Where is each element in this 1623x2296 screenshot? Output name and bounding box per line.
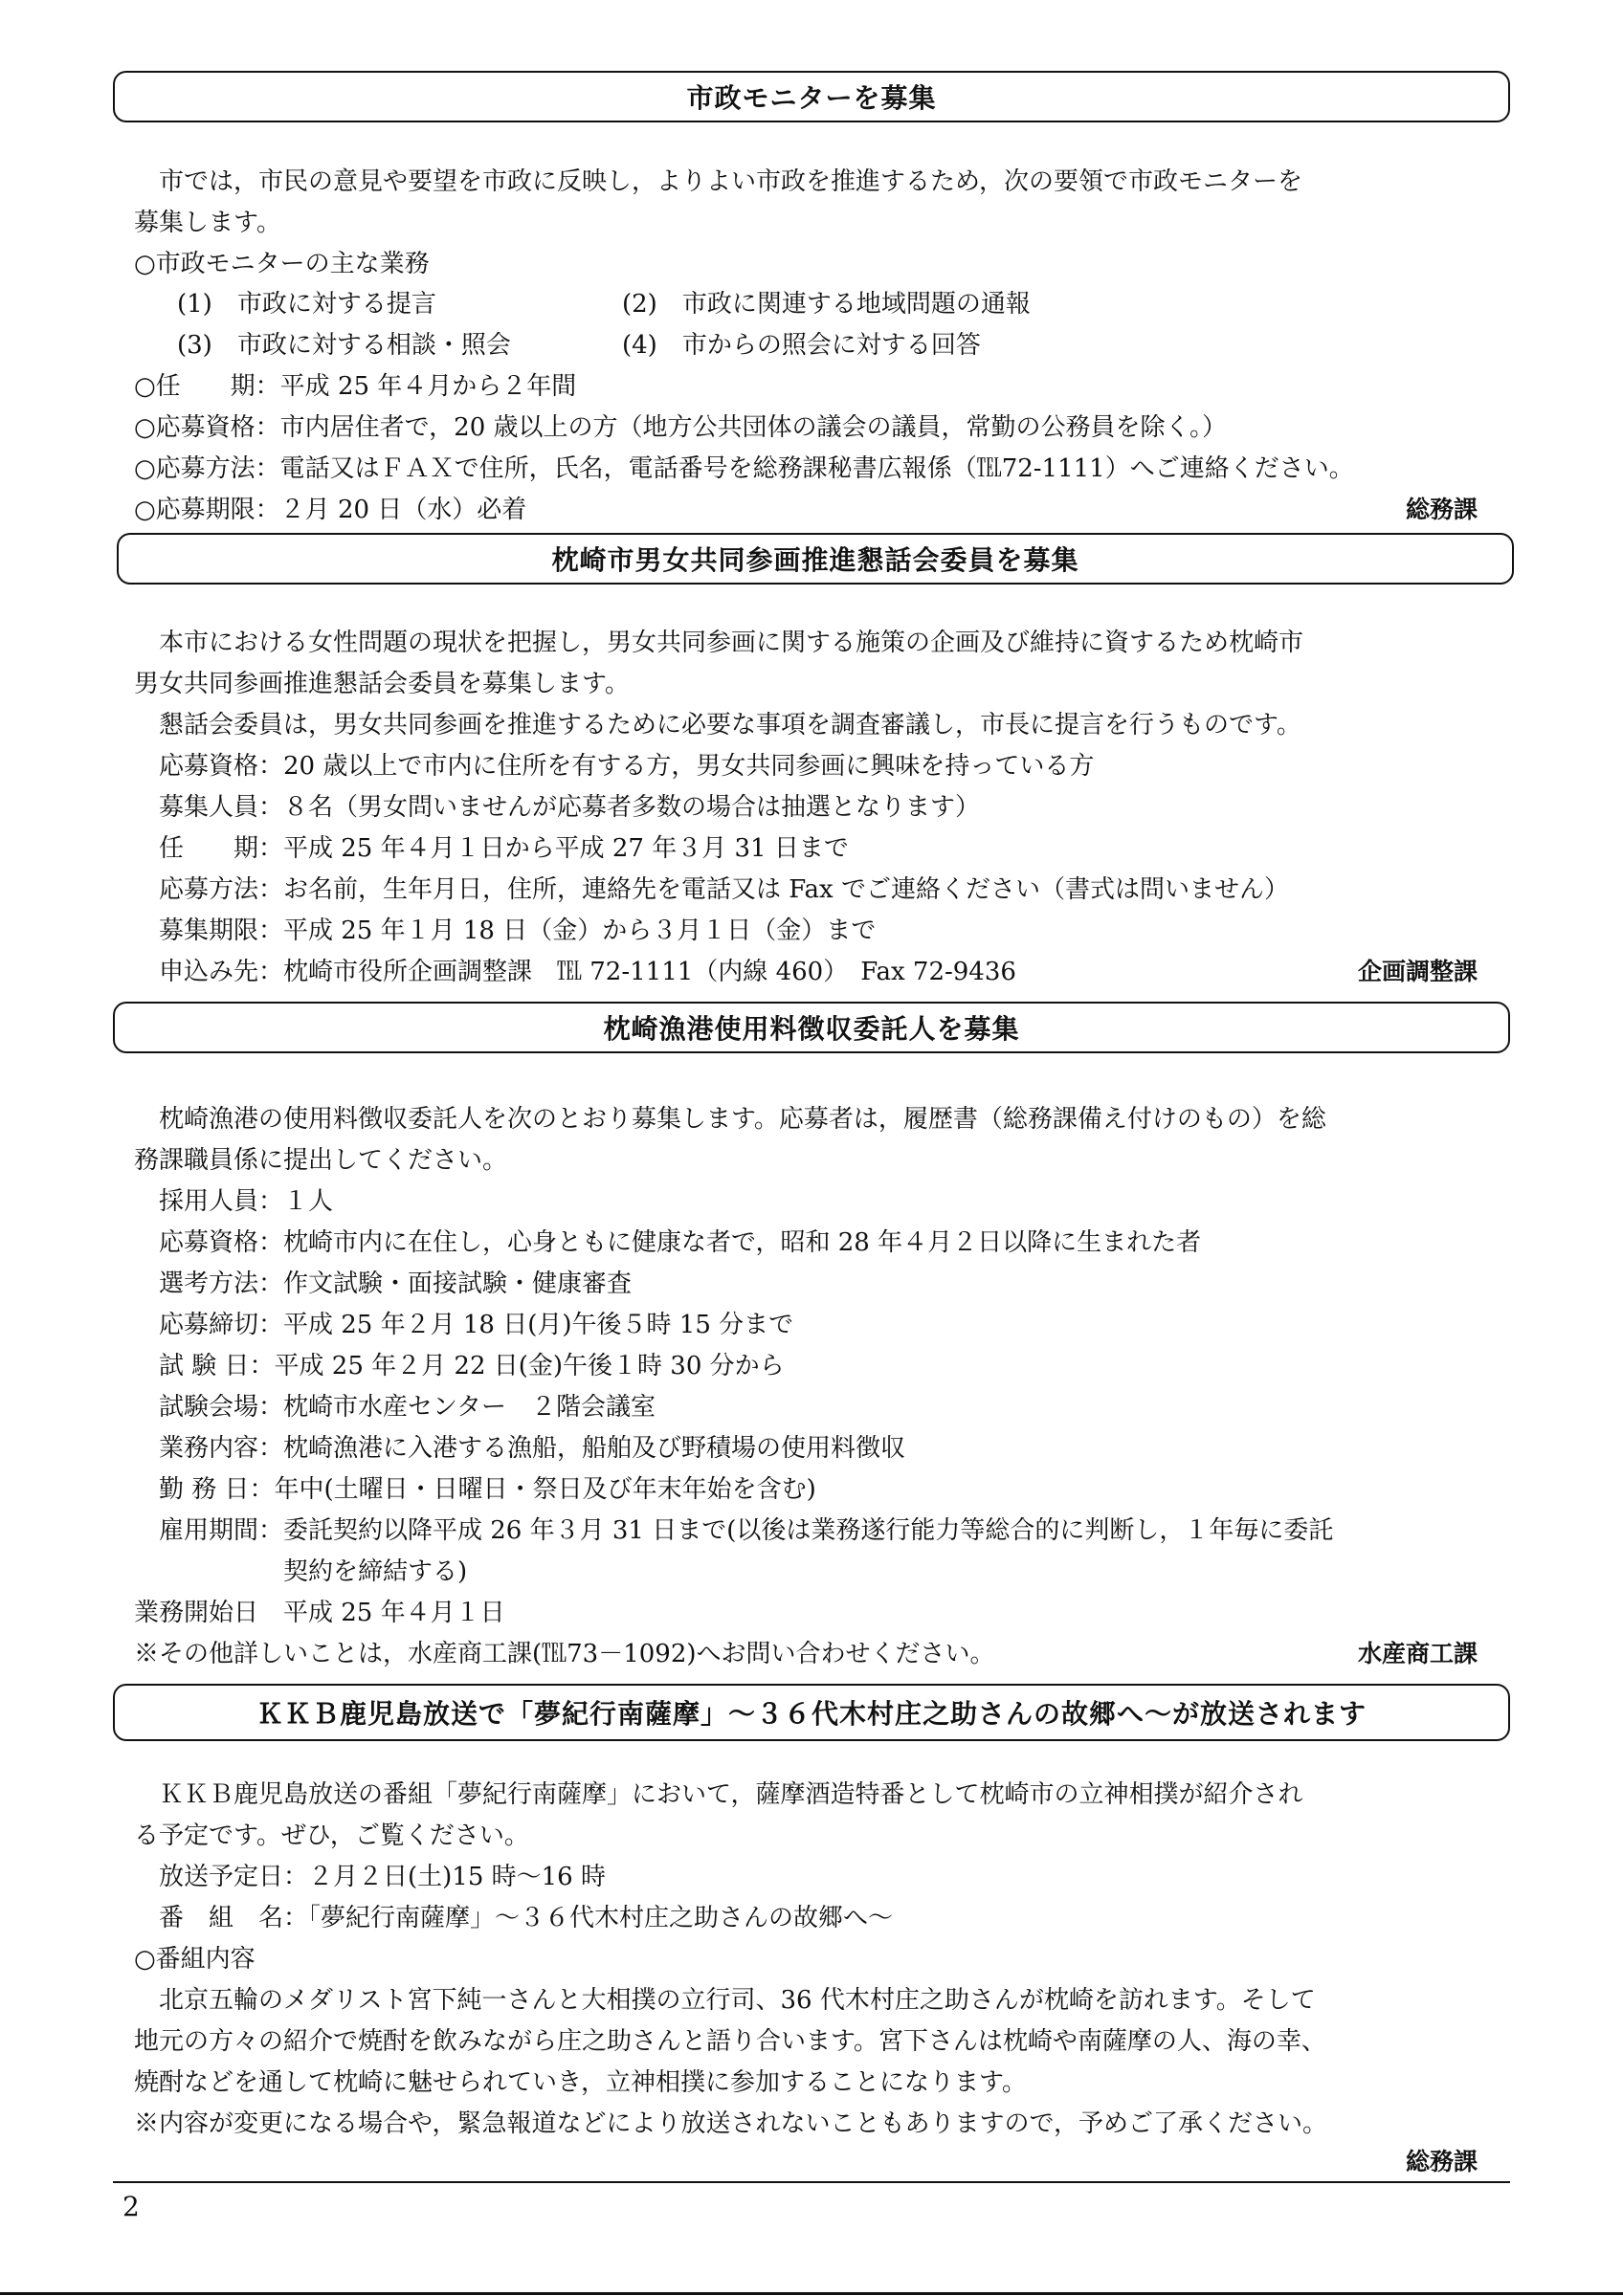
text-line: 選考方法：作文試験・面接試験・健康審査 [134,1269,633,1298]
text-line: 募集します。 [134,209,281,237]
section-title-text: 枕崎漁港使用料徴収委託人を募集 [603,1013,1020,1045]
section-title-monitor [113,71,1510,122]
text-line: (1) 市政に対する提言 [177,290,436,319]
text-line: (4) 市からの照会に対する回答 [622,331,981,360]
text-line: 業務内容：枕崎漁港に入港する漁船，船舶及び野積場の使用料徴収 [134,1434,906,1463]
text-line: 懇話会委員は，男女共同参画を推進するために必要な事項を調査審議し，市長に提言を行うものです。 [134,711,1301,740]
page-number: 2 [122,2191,140,2222]
footer-rule [113,2181,1510,2183]
department-label: 水産商工課 [1357,1640,1478,1667]
section-title-text: ＫＫＢ鹿児島放送で「夢紀行南薩摩」～３６代木村庄之助さんの故郷へ～が放送されます [256,1698,1367,1730]
text-line: 採用人員：１人 [134,1187,334,1216]
text-line: 任 期：平成 25 年４月１日から平成 27 年３月 31 日まで [134,834,849,863]
text-line: 市では，市民の意見や要望を市政に反映し，よりよい市政を推進するため，次の要領で市政モニターを [134,167,1302,196]
department-label: 総務課 [1405,496,1478,523]
text-line: ○市政モニターの主な業務 [134,250,430,278]
text-line: 勤 務 日：年中(土曜日・日曜日・祭日及び年末年始を含む) [134,1475,816,1504]
text-line: 応募資格：20 歳以上で市内に住所を有する方，男女共同参画に興味を持っている方 [134,752,1095,781]
text-line: ○応募期限：２月 20 日（水）必着 [134,496,527,524]
section-title-kkb-broadcast [113,1684,1510,1741]
bottom-edge-rule [0,2292,1623,2295]
section-title-text: 枕崎市男女共同参画推進懇話会委員を募集 [551,544,1079,576]
text-line: ※内容が変更になる場合や，緊急報道などにより放送されないこともありますので，予めご了承ください。 [134,2109,1327,2138]
text-line: 放送予定日：２月２日(土)15 時～16 時 [134,1863,606,1891]
text-line: 男女共同参画推進懇話会委員を募集します。 [134,670,630,698]
text-line: 応募資格：枕崎市内に在住し，心身ともに健康な者で，昭和 28 年４月２日以降に生まれた者 [134,1228,1202,1257]
text-line: 雇用期間：委託契約以降平成 26 年３月 31 日まで(以後は業務遂行能力等総合的に判断し，１年毎に委託 [134,1516,1334,1545]
text-line: 試 験 日：平成 25 年２月 22 日(金)午後１時 30 分から [134,1352,785,1380]
text-line: 枕崎漁港の使用料徴収委託人を次のとおり募集します。応募者は，履歴書（総務課備え付けのもの）を総 [134,1105,1326,1134]
text-line: ○応募方法：電話又はＦＡＸで住所，氏名，電話番号を総務課秘書広報係（℡72-1111）へご連絡ください。 [134,454,1354,483]
department-label: 企画調整課 [1357,958,1478,985]
text-line: ○番組内容 [134,1945,256,1974]
text-line: 番 組 名：「夢紀行南薩摩」～３６代木村庄之助さんの故郷へ～ [134,1904,894,1932]
section-title-gender-equality [117,533,1514,585]
text-line: 本市における女性問題の現状を把握し，男女共同参画に関する施策の企画及び維持に資するため枕崎市 [134,629,1304,657]
text-line: 申込み先：枕崎市役所企画調整課 ℡ 72-1111（内線 460） Fax 72-9436 [134,958,1016,986]
text-line: 試験会場：枕崎市水産センター ２階会議室 [134,1393,656,1422]
text-line: (2) 市政に関連する地域問題の通報 [622,290,1031,319]
section-title-text: 市政モニターを募集 [686,82,937,114]
section-title-fishing-port [113,1002,1510,1053]
department-label: 総務課 [1405,2148,1478,2175]
text-line: 募集人員：８名（男女問いませんが応募者多数の場合は抽選となります） [134,793,981,822]
text-line: 業務開始日 平成 25 年４月１日 [134,1599,505,1627]
text-line: ○応募資格：市内居住者で，20 歳以上の方（地方公共団体の議会の議員，常勤の公務員を除く。） [134,413,1227,442]
text-line: 応募方法：お名前，生年月日，住所，連絡先を電話又は Fax でご連絡ください（書式は問いません） [134,875,1289,904]
text-line: ＫＫＢ鹿児島放送の番組「夢紀行南薩摩」において，薩摩酒造特番として枕崎市の立神相撲が紹介され [134,1780,1303,1809]
text-line: 北京五輪のメダリスト宮下純一さんと大相撲の立行司、36 代木村庄之助さんが枕崎を訪れます。そして [134,1986,1316,2015]
text-line: 契約を締結する) [134,1557,468,1586]
text-line: 務課職員係に提出してください。 [134,1146,508,1175]
text-line: 焼酎などを通して枕崎に魅せられていき，立神相撲に参加することになります。 [134,2068,1027,2097]
text-line: ○任 期：平成 25 年４月から２年間 [134,372,577,401]
text-line: ※その他詳しいことは，水産商工課(℡73－1092)へお問い合わせください。 [134,1640,995,1668]
text-line: 応募締切：平成 25 年２月 18 日(月)午後５時 15 分まで [134,1311,794,1339]
text-line: (3) 市政に対する相談・照会 [177,331,511,360]
text-line: 募集期限：平成 25 年１月 18 日（金）から３月１日（金）まで [134,916,877,945]
text-line: る予定です。ぜひ，ご覧ください。 [134,1821,529,1850]
text-line: 地元の方々の紹介で焼酎を飲みながら庄之助さんと語り合います。宮下さんは枕崎や南薩摩の人、海の幸、 [134,2027,1326,2056]
